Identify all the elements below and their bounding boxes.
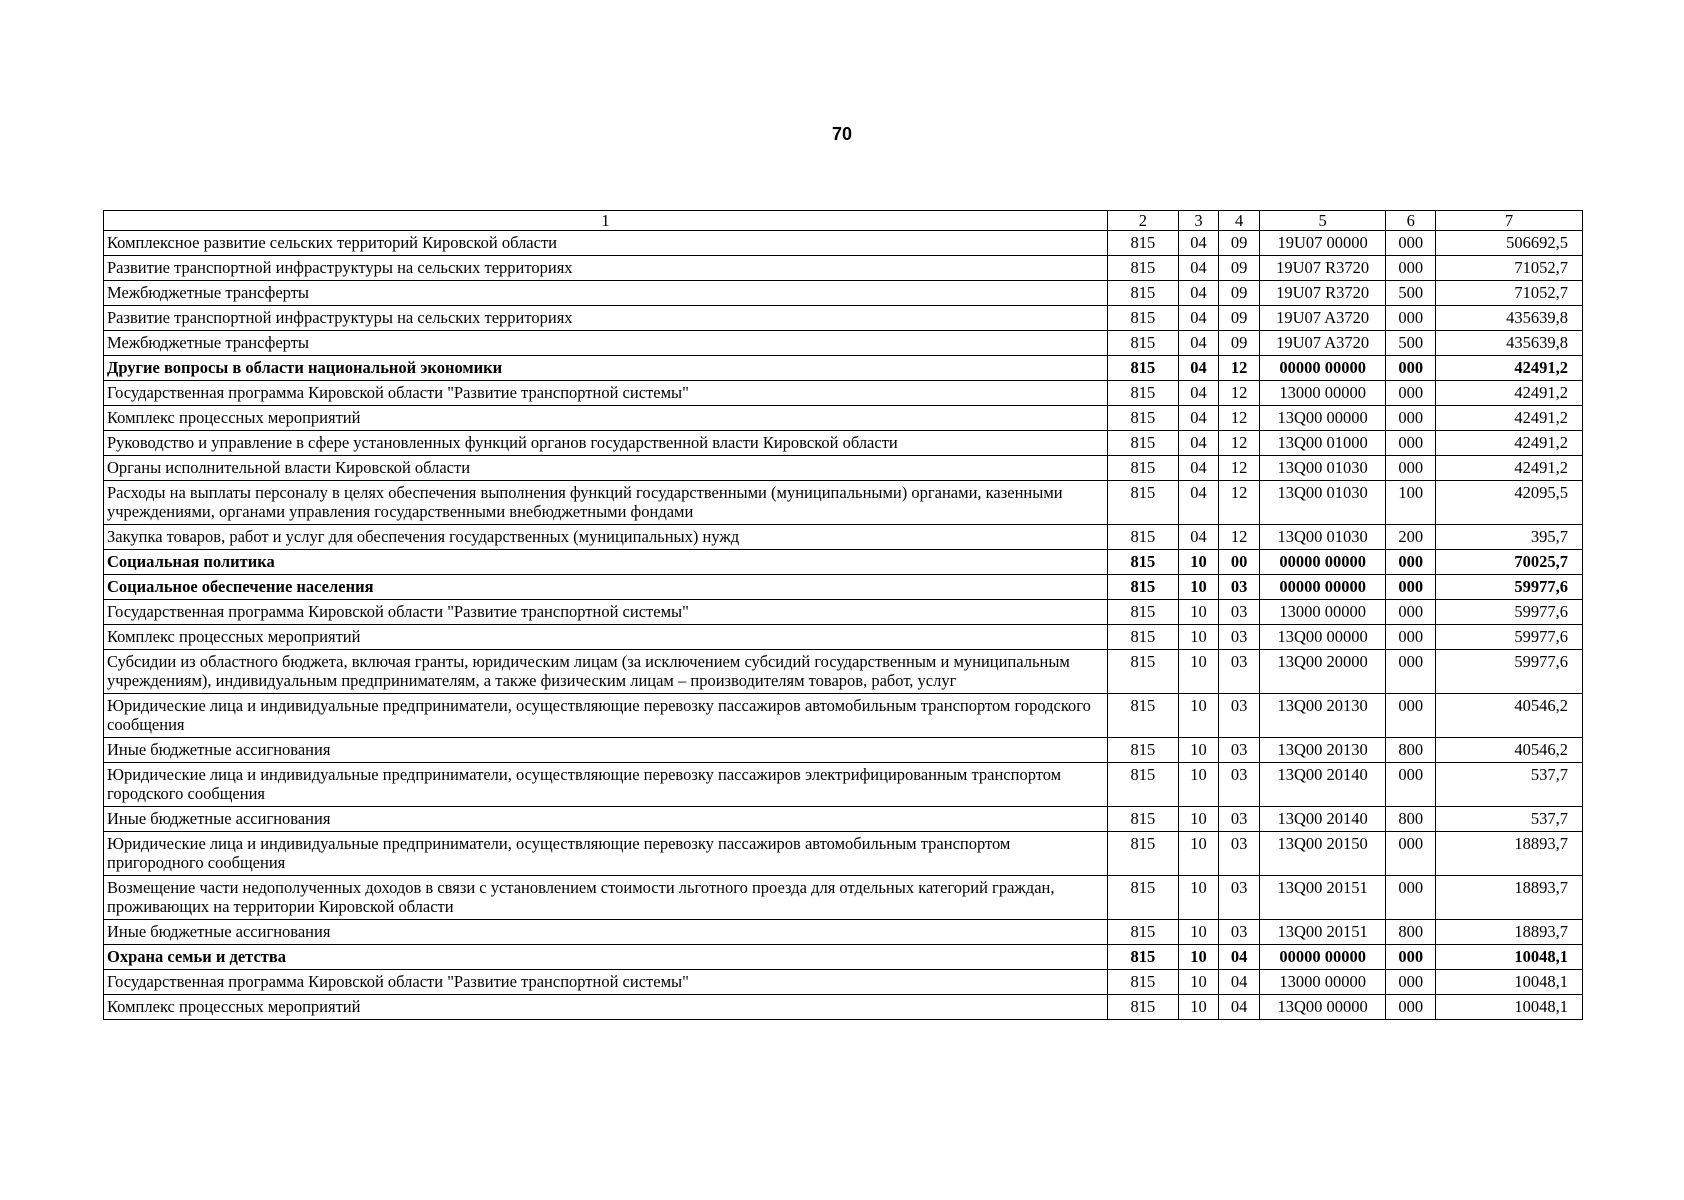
- target-article-cell: 13000 00000: [1259, 381, 1386, 406]
- section-code-cell: 04: [1178, 356, 1219, 381]
- amount-cell: 70025,7: [1436, 550, 1583, 575]
- row-name-cell: Государственная программа Кировской области "Развитие транспортной системы": [104, 600, 1108, 625]
- expense-type-cell: 000: [1386, 231, 1436, 256]
- expense-type-cell: 000: [1386, 381, 1436, 406]
- target-article-cell: 00000 00000: [1259, 550, 1386, 575]
- section-code-cell: 10: [1178, 876, 1219, 920]
- target-article-cell: 13Q00 20151: [1259, 920, 1386, 945]
- amount-cell: 18893,7: [1436, 920, 1583, 945]
- expense-type-cell: 000: [1386, 256, 1436, 281]
- amount-cell: 71052,7: [1436, 281, 1583, 306]
- amount-cell: 40546,2: [1436, 694, 1583, 738]
- amount-cell: 40546,2: [1436, 738, 1583, 763]
- table-row: [104, 456, 1583, 481]
- table-row: [104, 306, 1583, 331]
- section-code-cell: 10: [1178, 650, 1219, 694]
- table-row: [104, 876, 1583, 920]
- table-row: [104, 231, 1583, 256]
- amount-cell: 59977,6: [1436, 600, 1583, 625]
- amount-cell: 10048,1: [1436, 970, 1583, 995]
- subsection-code-cell: 04: [1219, 995, 1260, 1020]
- table-row: [104, 481, 1583, 525]
- amount-cell: 18893,7: [1436, 832, 1583, 876]
- section-code-cell: 10: [1178, 694, 1219, 738]
- row-name-cell: Иные бюджетные ассигнования: [104, 738, 1108, 763]
- amount-cell: 42491,2: [1436, 356, 1583, 381]
- target-article-cell: 13Q00 20000: [1259, 650, 1386, 694]
- table-row: [104, 331, 1583, 356]
- grbs-code-cell: 815: [1107, 481, 1178, 525]
- table-row: [104, 650, 1583, 694]
- section-code-cell: 04: [1178, 281, 1219, 306]
- amount-cell: 435639,8: [1436, 306, 1583, 331]
- expense-type-cell: 000: [1386, 575, 1436, 600]
- table-row: [104, 431, 1583, 456]
- row-name-cell: Юридические лица и индивидуальные предприниматели, осуществляющие перевозку пассажиров электрифицированным транспортом городского сообщения: [104, 763, 1108, 807]
- table-row: [104, 381, 1583, 406]
- row-name-cell: Межбюджетные трансферты: [104, 281, 1108, 306]
- row-name-cell: Юридические лица и индивидуальные предприниматели, осуществляющие перевозку пассажиров автомобильным транспортом городского сообщения: [104, 694, 1108, 738]
- table-row: [104, 970, 1583, 995]
- target-article-cell: 13Q00 00000: [1259, 995, 1386, 1020]
- expense-type-cell: 800: [1386, 738, 1436, 763]
- grbs-code-cell: 815: [1107, 331, 1178, 356]
- section-code-cell: 10: [1178, 575, 1219, 600]
- target-article-cell: 13Q00 20130: [1259, 738, 1386, 763]
- expense-type-cell: 000: [1386, 600, 1436, 625]
- column-header: 4: [1219, 211, 1260, 231]
- grbs-code-cell: 815: [1107, 876, 1178, 920]
- subsection-code-cell: 09: [1219, 306, 1260, 331]
- subsection-code-cell: 09: [1219, 231, 1260, 256]
- table-row: [104, 525, 1583, 550]
- amount-cell: 42491,2: [1436, 381, 1583, 406]
- section-code-cell: 04: [1178, 231, 1219, 256]
- row-name-cell: Комплекс процессных мероприятий: [104, 406, 1108, 431]
- target-article-cell: 13000 00000: [1259, 970, 1386, 995]
- row-name-cell: Государственная программа Кировской области "Развитие транспортной системы": [104, 970, 1108, 995]
- amount-cell: 42095,5: [1436, 481, 1583, 525]
- expense-type-cell: 200: [1386, 525, 1436, 550]
- row-name-cell: Социальное обеспечение населения: [104, 575, 1108, 600]
- table-row: [104, 406, 1583, 431]
- grbs-code-cell: 815: [1107, 807, 1178, 832]
- grbs-code-cell: 815: [1107, 525, 1178, 550]
- grbs-code-cell: 815: [1107, 381, 1178, 406]
- target-article-cell: 13000 00000: [1259, 600, 1386, 625]
- subsection-code-cell: 04: [1219, 945, 1260, 970]
- expense-type-cell: 000: [1386, 625, 1436, 650]
- target-article-cell: 13Q00 01030: [1259, 525, 1386, 550]
- section-code-cell: 10: [1178, 970, 1219, 995]
- expense-type-cell: 500: [1386, 331, 1436, 356]
- table-row: [104, 550, 1583, 575]
- amount-cell: 10048,1: [1436, 995, 1583, 1020]
- grbs-code-cell: 815: [1107, 600, 1178, 625]
- expense-type-cell: 000: [1386, 995, 1436, 1020]
- subsection-code-cell: 09: [1219, 331, 1260, 356]
- column-header: 5: [1259, 211, 1386, 231]
- target-article-cell: 13Q00 20130: [1259, 694, 1386, 738]
- grbs-code-cell: 815: [1107, 431, 1178, 456]
- subsection-code-cell: 12: [1219, 456, 1260, 481]
- target-article-cell: 13Q00 00000: [1259, 625, 1386, 650]
- subsection-code-cell: 03: [1219, 625, 1260, 650]
- table-row: [104, 356, 1583, 381]
- section-code-cell: 10: [1178, 832, 1219, 876]
- grbs-code-cell: 815: [1107, 406, 1178, 431]
- target-article-cell: 00000 00000: [1259, 356, 1386, 381]
- target-article-cell: 19U07 A3720: [1259, 331, 1386, 356]
- amount-cell: 71052,7: [1436, 256, 1583, 281]
- expense-type-cell: 000: [1386, 763, 1436, 807]
- expense-type-cell: 000: [1386, 406, 1436, 431]
- subsection-code-cell: 03: [1219, 600, 1260, 625]
- row-name-cell: Иные бюджетные ассигнования: [104, 920, 1108, 945]
- table-row: [104, 575, 1583, 600]
- row-name-cell: Охрана семьи и детства: [104, 945, 1108, 970]
- target-article-cell: 00000 00000: [1259, 575, 1386, 600]
- amount-cell: 435639,8: [1436, 331, 1583, 356]
- target-article-cell: 00000 00000: [1259, 945, 1386, 970]
- amount-cell: 10048,1: [1436, 945, 1583, 970]
- section-code-cell: 10: [1178, 920, 1219, 945]
- target-article-cell: 13Q00 01030: [1259, 481, 1386, 525]
- grbs-code-cell: 815: [1107, 356, 1178, 381]
- target-article-cell: 13Q00 20151: [1259, 876, 1386, 920]
- section-code-cell: 10: [1178, 763, 1219, 807]
- subsection-code-cell: 03: [1219, 920, 1260, 945]
- row-name-cell: Иные бюджетные ассигнования: [104, 807, 1108, 832]
- row-name-cell: Расходы на выплаты персоналу в целях обеспечения выполнения функций государственными (муниципальными) органами, казенными учреждениями, органами управления государственными внебюджетными фондами: [104, 481, 1108, 525]
- row-name-cell: Другие вопросы в области национальной экономики: [104, 356, 1108, 381]
- grbs-code-cell: 815: [1107, 763, 1178, 807]
- subsection-code-cell: 03: [1219, 807, 1260, 832]
- expense-type-cell: 000: [1386, 832, 1436, 876]
- subsection-code-cell: 03: [1219, 832, 1260, 876]
- section-code-cell: 04: [1178, 306, 1219, 331]
- target-article-cell: 19U07 R3720: [1259, 256, 1386, 281]
- budget-table: [103, 210, 1583, 1020]
- section-code-cell: 10: [1178, 995, 1219, 1020]
- table-row: [104, 256, 1583, 281]
- table-row: [104, 807, 1583, 832]
- section-code-cell: 04: [1178, 256, 1219, 281]
- amount-cell: 59977,6: [1436, 575, 1583, 600]
- column-header: 7: [1436, 211, 1583, 231]
- table-row: [104, 625, 1583, 650]
- subsection-code-cell: 12: [1219, 481, 1260, 525]
- grbs-code-cell: 815: [1107, 995, 1178, 1020]
- row-name-cell: Возмещение части недополученных доходов в связи с установлением стоимости льготного проезда для отдельных категорий граждан, проживающих на территории Кировской области: [104, 876, 1108, 920]
- amount-cell: 42491,2: [1436, 406, 1583, 431]
- subsection-code-cell: 09: [1219, 281, 1260, 306]
- row-name-cell: Комплекс процессных мероприятий: [104, 995, 1108, 1020]
- grbs-code-cell: 815: [1107, 281, 1178, 306]
- expense-type-cell: 000: [1386, 694, 1436, 738]
- target-article-cell: 13Q00 01030: [1259, 456, 1386, 481]
- grbs-code-cell: 815: [1107, 920, 1178, 945]
- subsection-code-cell: 12: [1219, 406, 1260, 431]
- table-row: [104, 832, 1583, 876]
- subsection-code-cell: 03: [1219, 763, 1260, 807]
- table-header-row: [104, 211, 1583, 231]
- expense-type-cell: 000: [1386, 550, 1436, 575]
- target-article-cell: 13Q00 20140: [1259, 807, 1386, 832]
- subsection-code-cell: 03: [1219, 694, 1260, 738]
- subsection-code-cell: 12: [1219, 525, 1260, 550]
- amount-cell: 537,7: [1436, 807, 1583, 832]
- target-article-cell: 19U07 00000: [1259, 231, 1386, 256]
- expense-type-cell: 000: [1386, 431, 1436, 456]
- subsection-code-cell: 03: [1219, 650, 1260, 694]
- section-code-cell: 04: [1178, 481, 1219, 525]
- row-name-cell: Юридические лица и индивидуальные предприниматели, осуществляющие перевозку пассажиров автомобильным транспортом пригородного сообщения: [104, 832, 1108, 876]
- section-code-cell: 10: [1178, 600, 1219, 625]
- grbs-code-cell: 815: [1107, 945, 1178, 970]
- row-name-cell: Развитие транспортной инфраструктуры на сельских территориях: [104, 306, 1108, 331]
- table-row: [104, 995, 1583, 1020]
- table-row: [104, 694, 1583, 738]
- subsection-code-cell: 03: [1219, 575, 1260, 600]
- grbs-code-cell: 815: [1107, 231, 1178, 256]
- grbs-code-cell: 815: [1107, 550, 1178, 575]
- section-code-cell: 04: [1178, 431, 1219, 456]
- grbs-code-cell: 815: [1107, 970, 1178, 995]
- subsection-code-cell: 00: [1219, 550, 1260, 575]
- column-header: 6: [1386, 211, 1436, 231]
- row-name-cell: Органы исполнительной власти Кировской области: [104, 456, 1108, 481]
- subsection-code-cell: 03: [1219, 738, 1260, 763]
- section-code-cell: 10: [1178, 738, 1219, 763]
- row-name-cell: Межбюджетные трансферты: [104, 331, 1108, 356]
- amount-cell: 18893,7: [1436, 876, 1583, 920]
- table-body: [104, 231, 1583, 1020]
- target-article-cell: 19U07 R3720: [1259, 281, 1386, 306]
- table-row: [104, 281, 1583, 306]
- section-code-cell: 10: [1178, 807, 1219, 832]
- amount-cell: 59977,6: [1436, 625, 1583, 650]
- section-code-cell: 04: [1178, 406, 1219, 431]
- row-name-cell: Закупка товаров, работ и услуг для обеспечения государственных (муниципальных) нужд: [104, 525, 1108, 550]
- grbs-code-cell: 815: [1107, 738, 1178, 763]
- expense-type-cell: 000: [1386, 456, 1436, 481]
- section-code-cell: 10: [1178, 625, 1219, 650]
- amount-cell: 42491,2: [1436, 431, 1583, 456]
- subsection-code-cell: 03: [1219, 876, 1260, 920]
- expense-type-cell: 000: [1386, 306, 1436, 331]
- grbs-code-cell: 815: [1107, 456, 1178, 481]
- amount-cell: 59977,6: [1436, 650, 1583, 694]
- section-code-cell: 04: [1178, 331, 1219, 356]
- grbs-code-cell: 815: [1107, 306, 1178, 331]
- column-header: 1: [104, 211, 1108, 231]
- expense-type-cell: 800: [1386, 920, 1436, 945]
- subsection-code-cell: 04: [1219, 970, 1260, 995]
- target-article-cell: 13Q00 00000: [1259, 406, 1386, 431]
- row-name-cell: Развитие транспортной инфраструктуры на сельских территориях: [104, 256, 1108, 281]
- subsection-code-cell: 12: [1219, 356, 1260, 381]
- subsection-code-cell: 12: [1219, 431, 1260, 456]
- expense-type-cell: 000: [1386, 876, 1436, 920]
- grbs-code-cell: 815: [1107, 625, 1178, 650]
- section-code-cell: 10: [1178, 550, 1219, 575]
- grbs-code-cell: 815: [1107, 694, 1178, 738]
- row-name-cell: Комплексное развитие сельских территорий Кировской области: [104, 231, 1108, 256]
- row-name-cell: Комплекс процессных мероприятий: [104, 625, 1108, 650]
- column-header: 2: [1107, 211, 1178, 231]
- target-article-cell: 13Q00 01000: [1259, 431, 1386, 456]
- page-number: 70: [831, 124, 853, 144]
- grbs-code-cell: 815: [1107, 575, 1178, 600]
- expense-type-cell: 000: [1386, 650, 1436, 694]
- row-name-cell: Субсидии из областного бюджета, включая гранты, юридическим лицам (за исключением субсидий государственным и муниципальным учреждениям), индивидуальным предпринимателям, а также физическим лицам – производителям товаров, работ, услуг: [104, 650, 1108, 694]
- target-article-cell: 13Q00 20140: [1259, 763, 1386, 807]
- grbs-code-cell: 815: [1107, 650, 1178, 694]
- expense-type-cell: 100: [1386, 481, 1436, 525]
- grbs-code-cell: 815: [1107, 832, 1178, 876]
- row-name-cell: Социальная политика: [104, 550, 1108, 575]
- expense-type-cell: 800: [1386, 807, 1436, 832]
- table-row: [104, 600, 1583, 625]
- subsection-code-cell: 12: [1219, 381, 1260, 406]
- expense-type-cell: 000: [1386, 970, 1436, 995]
- section-code-cell: 04: [1178, 381, 1219, 406]
- subsection-code-cell: 09: [1219, 256, 1260, 281]
- expense-type-cell: 000: [1386, 356, 1436, 381]
- section-code-cell: 04: [1178, 525, 1219, 550]
- amount-cell: 506692,5: [1436, 231, 1583, 256]
- amount-cell: 395,7: [1436, 525, 1583, 550]
- row-name-cell: Руководство и управление в сфере установленных функций органов государственной власти Кировской области: [104, 431, 1108, 456]
- target-article-cell: 13Q00 20150: [1259, 832, 1386, 876]
- amount-cell: 42491,2: [1436, 456, 1583, 481]
- expense-type-cell: 500: [1386, 281, 1436, 306]
- section-code-cell: 04: [1178, 456, 1219, 481]
- grbs-code-cell: 815: [1107, 256, 1178, 281]
- expense-type-cell: 000: [1386, 945, 1436, 970]
- column-header: 3: [1178, 211, 1219, 231]
- table-row: [104, 945, 1583, 970]
- row-name-cell: Государственная программа Кировской области "Развитие транспортной системы": [104, 381, 1108, 406]
- section-code-cell: 10: [1178, 945, 1219, 970]
- target-article-cell: 19U07 A3720: [1259, 306, 1386, 331]
- amount-cell: 537,7: [1436, 763, 1583, 807]
- table-row: [104, 763, 1583, 807]
- table-row: [104, 920, 1583, 945]
- table-row: [104, 738, 1583, 763]
